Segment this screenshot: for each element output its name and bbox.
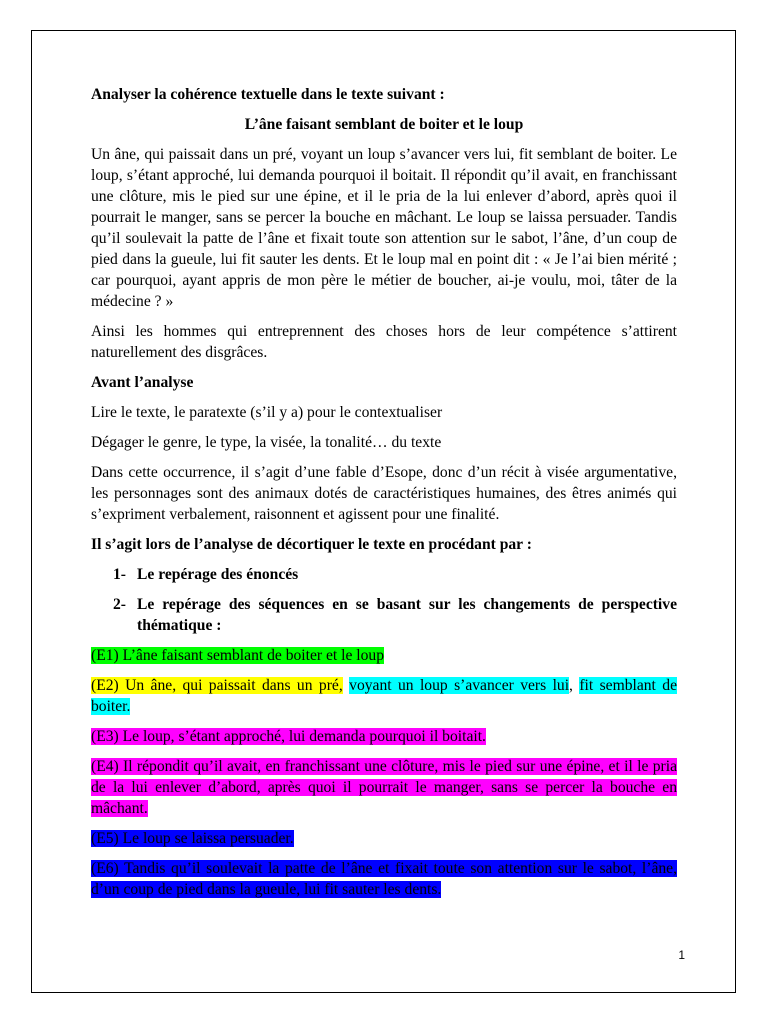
highlight-e4: (E4) Il répondit qu’il avait, en franchissant une clôture, mis le pied sur une épine, et il le pria de la lui enlever d’abord, après quoi il pourrait le manger, sans se percer la bouche en mâchant. — [91, 758, 677, 817]
statement-e1 — [91, 645, 677, 666]
statement-e5 — [91, 828, 677, 849]
fable-title: L’âne faisant semblant de boiter et le loup — [244, 116, 524, 133]
highlight-e2-a: (E2) Un âne, qui paissait dans un pré, — [91, 677, 343, 694]
statement-e6 — [91, 858, 677, 900]
exercise-heading: Analyser la cohérence textuelle dans le texte suivant : — [91, 86, 445, 103]
step-text: Le repérage des séquences en se basant sur les changements de perspective thématique : — [137, 596, 677, 634]
highlight-e3: (E3) Le loup, s’étant approché, lui demanda pourquoi il boitait. — [91, 728, 486, 745]
list-item — [91, 594, 677, 636]
highlight-e6: (E6) Tandis qu’il soulevait la patte de l’âne et fixait toute son attention sur le sabot, l’âne, d’un coup de pied dans la gueule, lui fit sauter les dents. — [91, 860, 677, 898]
instruction-line-1: Lire le texte, le paratexte (s’il y a) pour le contextualiser — [91, 404, 443, 421]
e2-separator: , — [569, 677, 573, 694]
section-title: Avant l’analyse — [91, 374, 194, 391]
statement-e3 — [91, 726, 677, 747]
step-text: Le repérage des énoncés — [137, 566, 299, 583]
procedure-heading: Il s’agit lors de l’analyse de décortiquer le texte en procédant par : — [91, 536, 532, 553]
document-body — [91, 84, 677, 909]
steps-list — [91, 564, 677, 636]
instruction-line-2: Dégager le genre, le type, la visée, la tonalité… du texte — [91, 434, 442, 451]
fable-paragraph: Un âne, qui paissait dans un pré, voyant un loup s’avancer vers lui, fit semblant de boiter. Le loup, s’étant approché, lui demanda pourquoi il boitait. Il répondit qu’il avait, en franchissant une clôture, mis le pied sur une épine, et il le pria de la lui enlever d’abord, après quoi il pourrait le manger, sans se percer la bouche en mâchant. Le loup se laissa persuader. Tandis qu’il soulevait la patte de l’âne et fixait toute son attention sur le sabot, l’âne, d’un coup de pied dans la gueule, lui fit sauter les dents. Et le loup mal en point dit : « Je l’ai bien mérité ; car pourquoi, ayant appris de mon père le métier de boucher, ai-je voulu, moi, tâter de la médecine ? » — [91, 146, 677, 310]
statement-e2 — [91, 675, 677, 717]
page-number: 1 — [678, 948, 685, 962]
context-paragraph: Dans cette occurrence, il s’agit d’une fable d’Esope, donc d’un récit à visée argumentative, les personnages sont des animaux dotés de caractéristiques humaines, des êtres animés qui s’expriment verbalement, raisonnent et agissent pour une finalité. — [91, 464, 677, 523]
step-number: 1- — [113, 566, 126, 583]
highlight-e5: (E5) Le loup se laissa persuader. — [91, 830, 294, 847]
moral-paragraph: Ainsi les hommes qui entreprennent des choses hors de leur compétence s’attirent naturellement des disgrâces. — [91, 323, 677, 361]
highlight-e2-b: voyant un loup s’avancer vers lui — [349, 677, 570, 694]
step-number: 2- — [113, 596, 126, 613]
statement-e4 — [91, 756, 677, 819]
highlight-e1: (E1) L’âne faisant semblant de boiter et le loup — [91, 647, 385, 664]
highlight-e2-c: fit semblant de boiter. — [91, 677, 678, 715]
list-item — [91, 564, 677, 585]
